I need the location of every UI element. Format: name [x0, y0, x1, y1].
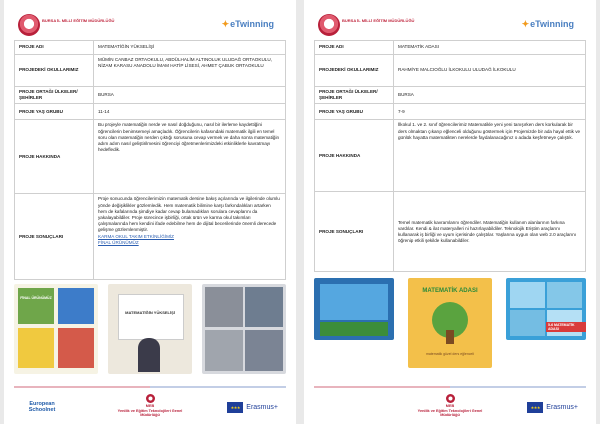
row-label: PROJE ADI [15, 41, 94, 55]
gallery-tile [245, 287, 283, 327]
presenter-figure [138, 338, 160, 372]
island-logo-photo [408, 278, 492, 368]
footer-divider [14, 386, 286, 388]
project-table [314, 40, 586, 272]
poster-collage-photo [14, 284, 98, 374]
gallery-tile [205, 330, 243, 371]
meb-footer-logo [415, 394, 485, 418]
row-label: PROJE HAKKINDA [315, 120, 394, 192]
meb-footer-logo [115, 394, 185, 418]
row-label: PROJEDEKİ OKULLARIMIZ [315, 55, 394, 87]
poster-caption: FİNAL ÜRÜNÜMÜZ [20, 296, 52, 300]
etwinning-star-icon: ✦ [221, 19, 230, 29]
eu-flag-icon: ★★★ [527, 402, 543, 413]
row-label: PROJE ORTAĞI ÜLKELER/ŞEHİRLER [315, 87, 394, 104]
etwinning-logo [222, 19, 274, 30]
erasmus-label: Erasmus+ [546, 404, 578, 411]
row-value: MATEMATİĞİN YÜKSELİŞİ [94, 41, 286, 55]
poster-yellow [18, 328, 54, 368]
link-team-activity[interactable]: KARMA OKUL TAKIM ETKİNLİĞİMİZ [98, 233, 174, 239]
etwinning-logo [522, 19, 574, 30]
row-label: PROJE YAŞ GRUBU [15, 104, 94, 120]
row-label: PROJE YAŞ GRUBU [315, 104, 394, 120]
row-value: BURSA [394, 87, 586, 104]
meb-footer-title: MEB [145, 404, 155, 408]
erasmus-logo [527, 402, 578, 413]
call-tile [510, 282, 545, 308]
row-value: MATEMATİK ADASI [394, 41, 586, 55]
row-label: PROJE SONUÇLARI [15, 194, 94, 280]
institution-name: BURSA İL MİLLİ EĞİTİM MÜDÜRLÜĞÜ [42, 18, 115, 23]
row-value: İlkokul 1. ve 2. sınıf öğrencilerimiz Matematikle yeni yeni tanışırken ders korkularak bir ders olmaktan çıkarıp eğlenceli olduğunu göstermek için Projemizde bir ada hayal ettik ve günlük hayatta matematikten nerelerde faydalanacağınız o adada keşfetmeye çalıştık. [394, 120, 586, 192]
tree-trunk [446, 330, 454, 344]
photo-strip [314, 278, 586, 368]
meb-footer-title: MEB [445, 404, 455, 408]
row-value: BURSA [94, 87, 286, 104]
document-page-left [4, 0, 296, 424]
etwinning-star-icon: ✦ [521, 19, 530, 29]
document-page-right [304, 0, 596, 424]
projection-screen [118, 294, 184, 340]
etwinning-label: eTwinning [230, 19, 274, 29]
row-label: PROJE SONUÇLARI [315, 192, 394, 272]
row-value: Bu projeyle matematiğin nerde ve nasıl doğduğunu, nasıl bir ilerleme kaydettiğini öğrencilerin benimsemeyi amaçladık. Öğrencilerin kafasındaki matematik ilgili en temel soru olan matematiğin nerden çıktığı sorusuna cevap vermek ve daha sonra matematiğin adım adım nasıl geliştirilmesini öğrenciyi öğretmenlerimizdeki etkinliklerle kavratmayı hedefledik. [94, 120, 286, 194]
meb-footer-subtitle: Yenilik ve Eğitim Teknolojileri Genel Müdürlüğü [417, 408, 483, 417]
classroom-screen-photo [314, 278, 394, 340]
page-header [304, 12, 596, 38]
row-value [94, 194, 286, 280]
row-label: PROJEDEKİ OKULLARIMIZ [15, 55, 94, 87]
poster-green [18, 288, 54, 324]
meb-footer-seal-icon [146, 394, 155, 403]
project-table [14, 40, 286, 280]
page-footer [304, 392, 596, 422]
screen-tiles [320, 284, 388, 320]
meb-seal-icon [318, 14, 340, 36]
video-call-photo [506, 278, 586, 340]
meb-footer-subtitle: Yenilik ve Eğitim Teknolojileri Genel Müdürlüğü [117, 408, 183, 417]
call-banner: 5-6 MATEMATİK ADASI [546, 322, 586, 332]
row-value: MÜMİN CANBAZ ORTAOKULU, ABDÜLHALİM ALTINOLUK ULUDAĞ ORTAOKULU, NİZAM KARASU ANADOLU İMAM HATİP LİSESİ, AHMET ÇABUK ORTAOKULU [94, 55, 286, 87]
gallery-tile [205, 287, 243, 327]
institution-name: BURSA İL MİLLİ EĞİTİM MÜDÜRLÜĞÜ [342, 18, 415, 23]
island-logo-title: MATEMATİK ADASI [422, 288, 478, 294]
call-tile [510, 310, 545, 336]
student-gallery-photo [202, 284, 286, 374]
gallery-tile [245, 330, 283, 371]
etwinning-label: eTwinning [530, 19, 574, 29]
erasmus-label: Erasmus+ [246, 404, 278, 411]
poster-blue [58, 288, 94, 324]
erasmus-logo [227, 402, 278, 413]
row-value: 11-14 [94, 104, 286, 120]
meb-seal-icon [18, 14, 40, 36]
photo-strip [14, 284, 286, 374]
footer-divider [314, 386, 586, 388]
meb-footer-seal-icon [446, 394, 455, 403]
page-header [4, 12, 296, 38]
row-label: PROJE ORTAĞI ÜLKELER/ŞEHİRLER [15, 87, 94, 104]
row-value: 7-9 [394, 104, 586, 120]
call-tile [547, 282, 582, 308]
results-text: Proje sonucunda öğrencilerimizin matematik dersine bakış açılarında ve ilgilerinde olumlu yönde değişiklikler gözlemledik. Hem matematik bilimine karşı farkındalıkları artarken hem de kafalarında şimdiye kadar cevap bulamadıkları sorulara cevaplarını da yakalayabildiler. Proje sürecince işbirliği, ortak ürün ve karma okul takımları çalışmalarında hem kendini ifade edebilme hem de dijital becerilerinde önemli derecede gelişme gözlemlenmiştir. [98, 196, 280, 233]
row-label: PROJE ADI [315, 41, 394, 55]
row-label: PROJE HAKKINDA [15, 120, 94, 194]
row-value: RAHMİYE MALCIOĞLU İLKOKULU ULUDAĞ İLKOKULU [394, 55, 586, 87]
eu-flag-icon: ★★★ [227, 402, 243, 413]
row-value: Temel matematik kavramlarını öğrendiler. Matematiğin kullanım alanlarının farkına vardılar. Kendi & ilat materyalleri ni hazırlayabildiler. Teknolojik Eriştim araçlarını kullanarak iş birliği ve uyum içerisinde çalıştılar. Yaşlarına uygun olan web 2.0 araçlarını öğrenip etkili şekilde kullanabildiler. [394, 192, 586, 272]
desk-row [320, 322, 388, 336]
teacher-presentation-photo [108, 284, 192, 374]
european-schoolnet-logo: European Schoolnet [28, 401, 56, 413]
slide-title: MATEMATİĞİN YÜKSELİŞİ [125, 310, 175, 315]
poster-red [58, 328, 94, 368]
island-logo-slogan: matematik güzel ders eğlenceli [425, 352, 475, 356]
link-final-product[interactable]: FİNAL ÜRÜNÜMÜZ [98, 239, 139, 245]
page-footer [4, 392, 296, 422]
